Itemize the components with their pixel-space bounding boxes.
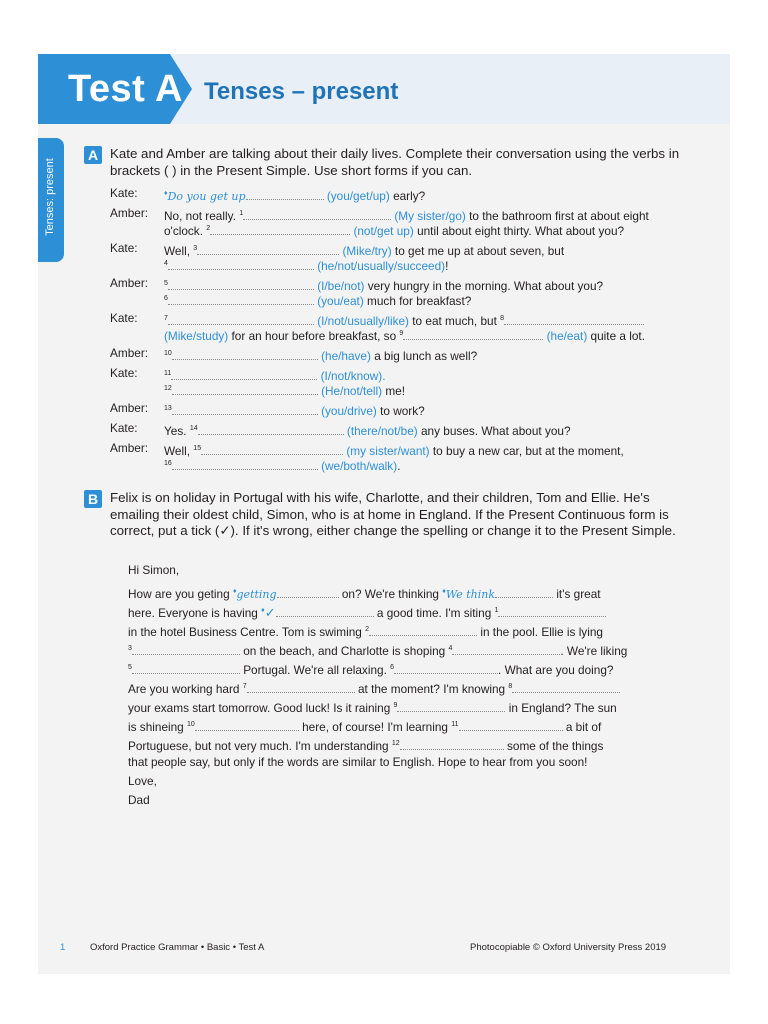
- email-line-7: your exams start tomorrow. Good luck! Is it raining $^9$ in England? The sun: [128, 700, 617, 715]
- answer-blank[interactable]: [172, 348, 318, 360]
- answer-blank[interactable]: [197, 243, 339, 255]
- answer-blank[interactable]: [168, 258, 314, 270]
- email-greeting: Hi Simon,: [128, 563, 180, 577]
- side-tab-label: Tenses: present: [44, 158, 56, 236]
- answer-blank[interactable]: [246, 188, 324, 200]
- speaker-kate: Kate:: [110, 421, 138, 435]
- answer-blank[interactable]: [198, 423, 344, 435]
- answer-blank[interactable]: [132, 662, 240, 674]
- dialogue-line-16: $^{16}$ (we/both/walk).: [164, 458, 401, 473]
- answer-blank[interactable]: [201, 443, 343, 455]
- email-signoff: Love,: [128, 774, 157, 788]
- test-subtitle: Tenses – present: [204, 78, 399, 105]
- example-answer: We think: [445, 587, 496, 601]
- answer-blank[interactable]: [172, 383, 318, 395]
- dialogue-line-3: o'clock. $^2$ (not/get up) until about eight thirty. What about you?: [164, 223, 625, 238]
- email-line-3: in the hotel Business Centre. Tom is swiming $^2$ in the pool. Ellie is lying: [128, 624, 603, 639]
- example-answer: Do you get up: [167, 189, 246, 203]
- dialogue-line-14: Yes. $^{14}$ (there/not/be) any buses. What about you?: [164, 423, 571, 438]
- answer-blank[interactable]: [397, 700, 505, 712]
- email-line-2: here. Everyone is having ♦✓ a good time. I'm siting $^1$: [128, 603, 606, 621]
- example-answer: getting: [236, 587, 277, 601]
- answer-blank[interactable]: [504, 313, 644, 325]
- dialogue-line-13: $^{13}$ (you/drive) to work?: [164, 403, 425, 418]
- speaker-kate: Kate:: [110, 311, 138, 325]
- answer-blank[interactable]: [172, 458, 318, 470]
- test-title: Test A: [68, 68, 183, 110]
- answer-blank[interactable]: [172, 403, 318, 415]
- answer-blank[interactable]: [369, 624, 477, 636]
- section-a-instruction: Kate and Amber are talking about their daily lives. Complete their conversation using the verbs in brackets ( ) in the Present Simple. Use short forms if you can.: [110, 146, 680, 178]
- dialogue-line-11: $^{11}$ (I/not/know).: [164, 368, 386, 383]
- answer-blank[interactable]: [132, 643, 240, 655]
- answer-blank[interactable]: [452, 643, 560, 655]
- speaker-kate: Kate:: [110, 186, 138, 200]
- section-b-instruction: Felix is on holiday in Portugal with his wife, Charlotte, and their children, Tom and Ellie. He's emailing their oldest child, Simon, who is at home in England. If the Present Continuous form is correct, put a tick (✓). If it's wrong, either change the spelling or change it to the Present Simple.: [110, 490, 676, 538]
- dialogue-line-4: Well, $^3$ (Mike/try) to get me up at about seven, but: [164, 243, 565, 258]
- answer-blank[interactable]: [168, 293, 314, 305]
- dialogue-line-1: ♦Do you get up (you/get/up) early?: [164, 188, 426, 203]
- page-number: 1: [60, 942, 66, 953]
- speaker-amber: Amber:: [110, 441, 149, 455]
- answer-blank[interactable]: [243, 208, 391, 220]
- answer-blank[interactable]: [394, 662, 498, 674]
- answer-blank[interactable]: [498, 605, 606, 617]
- tick-answer: ✓: [264, 604, 276, 620]
- answer-blank[interactable]: [400, 738, 504, 750]
- email-line-1: How are you geting ♦getting on? We're thinking ♦We think it's great: [128, 586, 601, 601]
- speaker-kate: Kate:: [110, 241, 138, 255]
- speaker-amber: Amber:: [110, 346, 149, 360]
- dialogue-line-6: $^5$ (I/be/not) very hungry in the morning. What about you?: [164, 278, 604, 293]
- speaker-amber: Amber:: [110, 206, 149, 220]
- dialogue-line-12: $^{12}$ (He/not/tell) me!: [164, 383, 406, 398]
- dialogue-line-10: $^{10}$ (he/have) a big lunch as well?: [164, 348, 478, 363]
- dialogue-line-5: $^4$ (he/not/usually/succeed)!: [164, 258, 449, 273]
- dialogue-line-7: $^6$ (you/eat) much for breakfast?: [164, 293, 472, 308]
- email-signature: Dad: [128, 793, 150, 807]
- dialogue-line-9: (Mike/study) for an hour before breakfast, so $^9$ (he/eat) quite a lot.: [164, 328, 645, 343]
- email-line-4: $^3$ on the beach, and Charlotte is shoping $^4$ . We're liking: [128, 643, 628, 658]
- dialogue-line-2: No, not really. $^1$ (My sister/go) to the bathroom first at about eight: [164, 208, 649, 223]
- answer-blank[interactable]: [171, 368, 317, 380]
- dialogue-line-8: $^7$ (I/not/usually/like) to eat much, but $^8$: [164, 311, 644, 329]
- email-line-9: Portuguese, but not very much. I'm understanding $^{12}$ some of the things: [128, 738, 604, 753]
- answer-blank[interactable]: [210, 223, 350, 235]
- dialogue-line-15: Well, $^{15}$ (my sister/want) to buy a new car, but at the moment,: [164, 443, 624, 458]
- speaker-amber: Amber:: [110, 401, 149, 415]
- answer-blank[interactable]: [403, 328, 543, 340]
- answer-blank[interactable]: [459, 719, 563, 731]
- answer-blank[interactable]: [512, 681, 620, 693]
- speaker-kate: Kate:: [110, 366, 138, 380]
- answer-blank[interactable]: [247, 681, 355, 693]
- answer-blank[interactable]: [195, 719, 299, 731]
- answer-blank[interactable]: [276, 605, 374, 617]
- answer-blank[interactable]: [168, 278, 314, 290]
- footer-right: Photocopiable © Oxford University Press 2019: [470, 942, 667, 953]
- answer-blank[interactable]: [168, 313, 314, 325]
- email-line-5: $^5$ Portugal. We're all relaxing. $^6$ . What are you doing?: [128, 662, 614, 677]
- answer-blank[interactable]: [495, 586, 553, 598]
- email-line-8: is shineing $^{10}$ here, of course! I'm learning $^{11}$ a bit of: [128, 719, 602, 734]
- footer-left: Oxford Practice Grammar • Basic • Test A: [90, 942, 265, 953]
- section-a-badge: A: [84, 146, 102, 164]
- speaker-amber: Amber:: [110, 276, 149, 290]
- answer-blank[interactable]: [277, 586, 339, 598]
- email-line-6: Are you working hard $^7$ at the moment? I'm knowing $^8$: [128, 679, 620, 697]
- email-line-10: that people say, but only if the words are similar to English. Hope to hear from you soon!: [128, 755, 588, 769]
- section-b-badge: B: [84, 490, 102, 508]
